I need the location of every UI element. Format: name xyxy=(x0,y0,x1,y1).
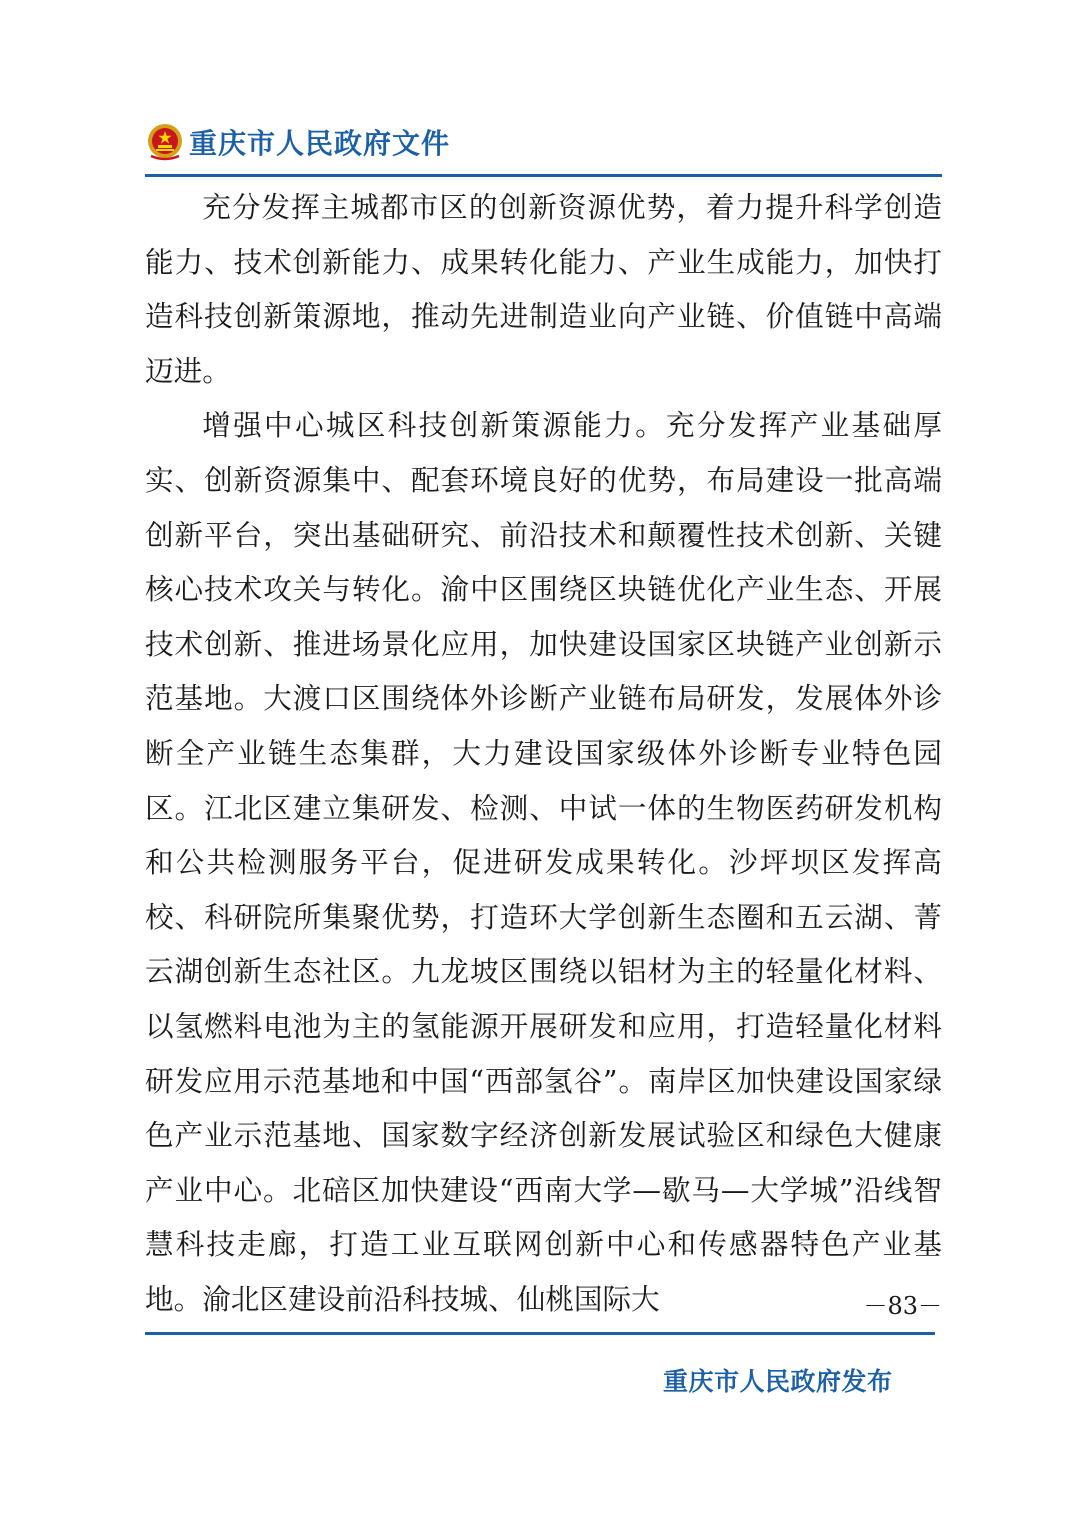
national-emblem-icon xyxy=(145,122,185,162)
document-header xyxy=(145,118,450,166)
footer-publisher: 重庆市人民政府发布 xyxy=(663,1367,893,1396)
header-divider xyxy=(145,174,942,177)
paragraph: 充分发挥主城都市区的创新资源优势，着力提升科学创造能力、技术创新能力、成果转化能力、产业生成能力，加快打造科技创新策源地，推动先进制造业向产业链、价值链中高端迈进。 xyxy=(145,190,942,388)
document-body xyxy=(145,180,942,1326)
header-title: 重庆市人民政府文件 xyxy=(189,127,451,160)
footer-divider xyxy=(145,1332,935,1335)
paragraph: 增强中心城区科技创新策源能力。充分发挥产业基础厚实、创新资源集中、配套环境良好的优势，布局建设一批高端创新平台，突出基础研究、前沿技术和颠覆性技术创新、关键核心技术攻关与转化。渝中区围绕区块链优化产业生态、开展技术创新、推进场景化应用，加快建设国家区块链产业创新示范基地。大渡口区围绕体外诊断产业链布局研发，发展体外诊断全产业链生态集群，大力建设国家级体外诊断专业特色园区。江北区建立集研发、检测、中试一体的生物医药研发机构和公共检测服务平台，促进研发成果转化。沙坪坝区发挥高校、科研院所集聚优势，打造环大学创新生态圈和五云湖、菁云湖创新生态社区。九龙坡区围绕以铝材为主的轻量化材料、以氢燃料电池为主的氢能源开展研发和应用，打造轻量化材料研发应用示范基地和中国“西部氢谷”。南岸区加快建设国家绿色产业示范基地、国家数字经济创新发展试验区和绿色大健康产业中心。北碚区加快建设“西南大学—歇马—大学城”沿线智慧科技走廊，打造工业互联网创新中心和传感器特色产业基地。渝北区建设前沿科技城、仙桃国际大 xyxy=(145,408,942,1316)
page-number: －83－ xyxy=(863,1292,942,1320)
